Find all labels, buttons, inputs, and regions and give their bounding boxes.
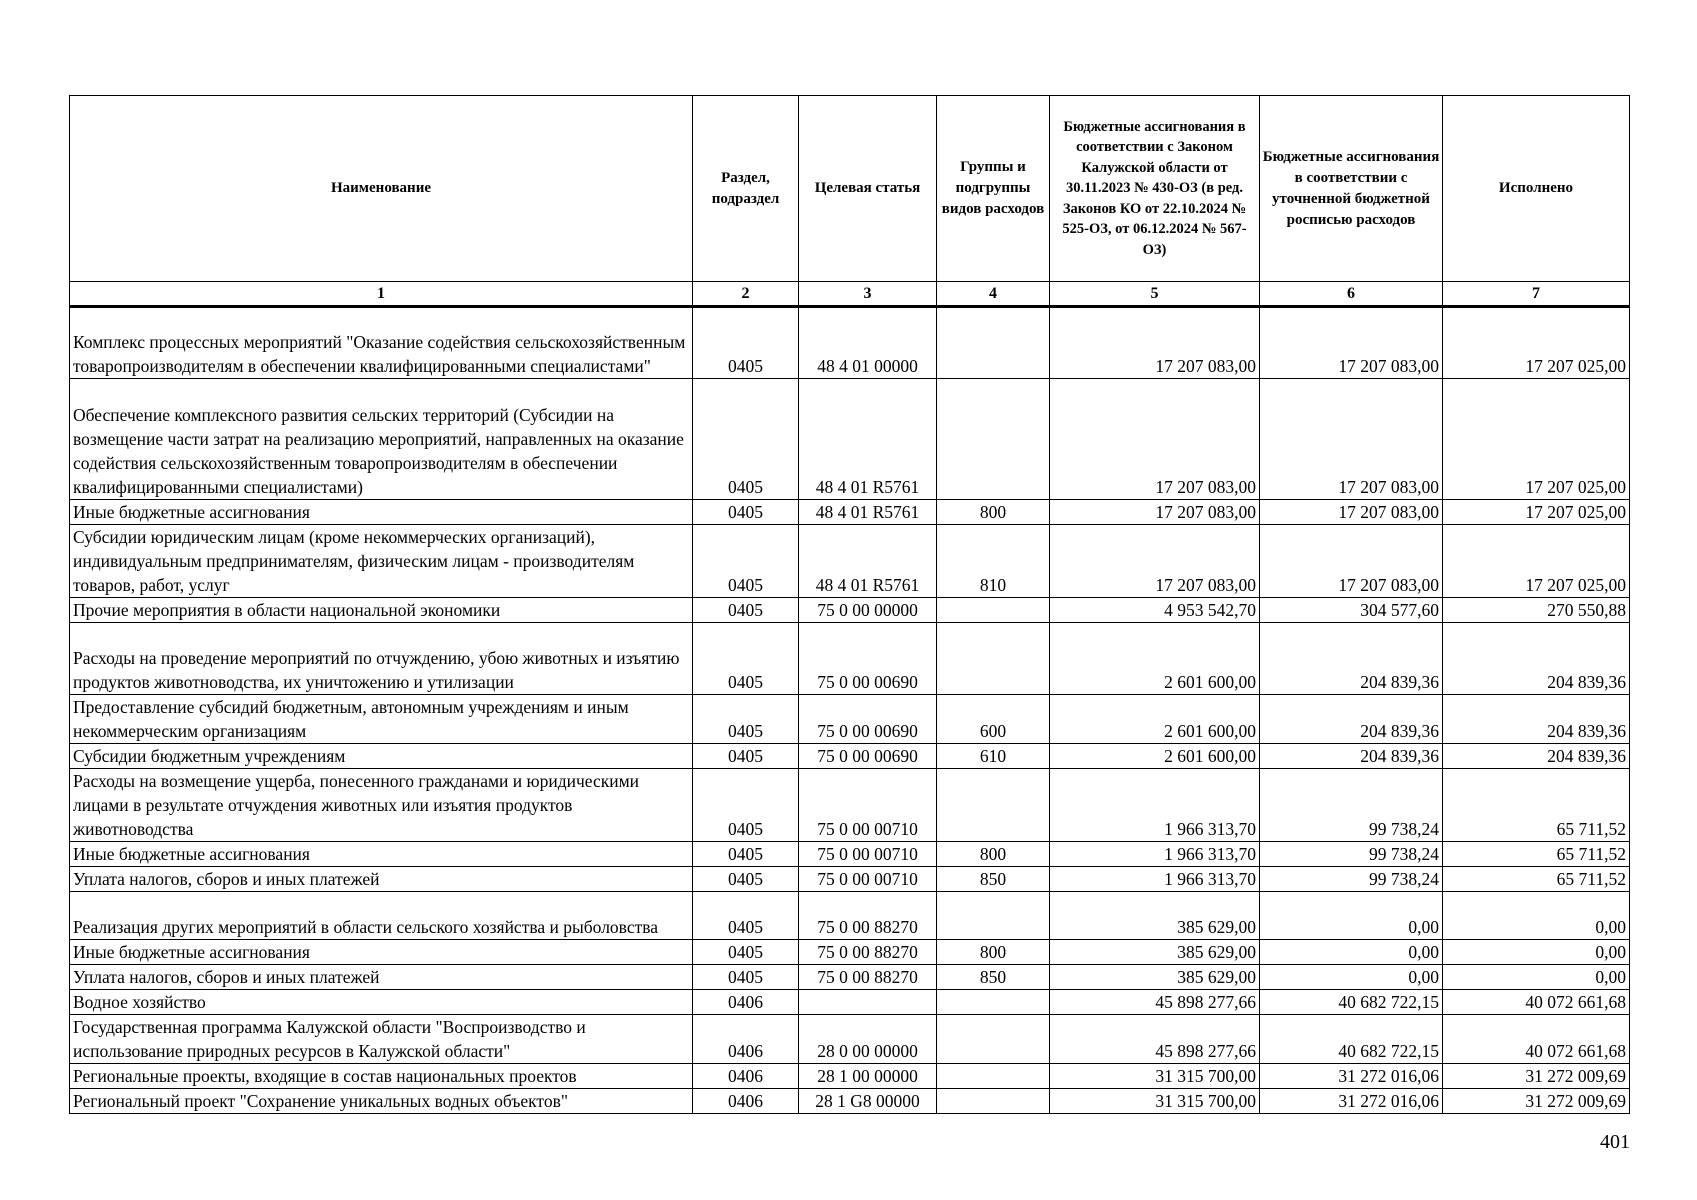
row-budget-refined: 0,00 — [1260, 940, 1443, 965]
row-name: Водное хозяйство — [70, 990, 693, 1015]
row-target-article: 75 0 00 00690 — [799, 744, 937, 769]
row-name: Иные бюджетные ассигнования — [70, 500, 693, 525]
row-budget-law: 17 207 083,00 — [1050, 525, 1260, 598]
row-section: 0405 — [693, 965, 799, 990]
row-name: Комплекс процессных мероприятий "Оказание содействия сельскохозяйственным товаропроизводителям в обеспечении квалифицированными специалистами" — [70, 307, 693, 379]
row-budget-law: 2 601 600,00 — [1050, 695, 1260, 744]
row-target-article: 28 1 00 00000 — [799, 1064, 937, 1089]
row-expense-group: 800 — [937, 500, 1050, 525]
row-executed: 31 272 009,69 — [1443, 1089, 1630, 1114]
row-expense-group — [937, 1064, 1050, 1089]
row-target-article: 75 0 00 88270 — [799, 965, 937, 990]
table-header — [70, 96, 1630, 307]
table-row — [70, 500, 1630, 525]
row-executed: 204 839,36 — [1443, 744, 1630, 769]
row-budget-law: 31 315 700,00 — [1050, 1064, 1260, 1089]
row-expense-group: 800 — [937, 940, 1050, 965]
table-row — [70, 940, 1630, 965]
row-budget-law: 2 601 600,00 — [1050, 623, 1260, 695]
row-executed: 0,00 — [1443, 892, 1630, 940]
table-row — [70, 965, 1630, 990]
table-row — [70, 307, 1630, 379]
row-name: Уплата налогов, сборов и иных платежей — [70, 867, 693, 892]
header-target-article: Целевая статья — [799, 96, 937, 282]
row-budget-law: 4 953 542,70 — [1050, 598, 1260, 623]
column-number: 6 — [1260, 282, 1443, 307]
row-budget-refined: 204 839,36 — [1260, 623, 1443, 695]
row-executed: 40 072 661,68 — [1443, 1015, 1630, 1064]
row-name: Предоставление субсидий бюджетным, автономным учреждениям и иным некоммерческим организациям — [70, 695, 693, 744]
header-section: Раздел, подраздел — [693, 96, 799, 282]
row-section: 0405 — [693, 769, 799, 842]
row-target-article: 75 0 00 00710 — [799, 867, 937, 892]
row-section: 0405 — [693, 744, 799, 769]
row-name: Иные бюджетные ассигнования — [70, 940, 693, 965]
row-budget-refined: 17 207 083,00 — [1260, 500, 1443, 525]
row-target-article: 75 0 00 00710 — [799, 769, 937, 842]
row-target-article: 48 4 01 R5761 — [799, 525, 937, 598]
table-row — [70, 990, 1630, 1015]
table-row — [70, 1015, 1630, 1064]
row-budget-law: 17 207 083,00 — [1050, 307, 1260, 379]
row-expense-group: 850 — [937, 867, 1050, 892]
row-name: Иные бюджетные ассигнования — [70, 842, 693, 867]
row-expense-group — [937, 769, 1050, 842]
row-budget-refined: 40 682 722,15 — [1260, 1015, 1443, 1064]
row-executed: 0,00 — [1443, 965, 1630, 990]
row-name: Государственная программа Калужской области "Воспроизводство и использование природных ресурсов в Калужской области" — [70, 1015, 693, 1064]
row-name: Реализация других мероприятий в области сельского хозяйства и рыболовства — [70, 892, 693, 940]
row-expense-group — [937, 1015, 1050, 1064]
row-budget-law: 1 966 313,70 — [1050, 842, 1260, 867]
row-target-article: 48 4 01 R5761 — [799, 500, 937, 525]
row-budget-refined: 99 738,24 — [1260, 842, 1443, 867]
row-executed: 65 711,52 — [1443, 769, 1630, 842]
header-name: Наименование — [70, 96, 693, 282]
row-expense-group — [937, 623, 1050, 695]
row-target-article: 28 0 00 00000 — [799, 1015, 937, 1064]
row-section: 0406 — [693, 1064, 799, 1089]
row-name: Региональные проекты, входящие в состав национальных проектов — [70, 1064, 693, 1089]
row-executed: 40 072 661,68 — [1443, 990, 1630, 1015]
row-budget-refined: 0,00 — [1260, 892, 1443, 940]
row-expense-group — [937, 1089, 1050, 1114]
row-budget-refined: 17 207 083,00 — [1260, 379, 1443, 500]
row-target-article: 75 0 00 00690 — [799, 623, 937, 695]
row-expense-group — [937, 379, 1050, 500]
row-executed: 65 711,52 — [1443, 842, 1630, 867]
row-expense-group: 600 — [937, 695, 1050, 744]
row-budget-refined: 17 207 083,00 — [1260, 307, 1443, 379]
row-target-article: 75 0 00 88270 — [799, 892, 937, 940]
table-row — [70, 379, 1630, 500]
header-executed: Исполнено — [1443, 96, 1630, 282]
table-body — [70, 307, 1630, 1114]
column-number: 2 — [693, 282, 799, 307]
row-name: Расходы на проведение мероприятий по отчуждению, убою животных и изъятию продуктов животноводства, их уничтожению и утилизации — [70, 623, 693, 695]
row-section: 0406 — [693, 1089, 799, 1114]
row-budget-refined: 31 272 016,06 — [1260, 1064, 1443, 1089]
column-number: 4 — [937, 282, 1050, 307]
row-budget-law: 31 315 700,00 — [1050, 1089, 1260, 1114]
table-row — [70, 1064, 1630, 1089]
row-expense-group: 800 — [937, 842, 1050, 867]
row-section: 0405 — [693, 842, 799, 867]
row-executed: 0,00 — [1443, 940, 1630, 965]
row-budget-law: 17 207 083,00 — [1050, 500, 1260, 525]
header-budget-law: Бюджетные ассигнования в соответствии с Законом Калужской области от 30.11.2023 № 430-ОЗ (в ред. Законов КО от 22.10.2024 № 525-ОЗ, от 06.12.2024 № 567-ОЗ) — [1050, 96, 1260, 282]
row-budget-refined: 31 272 016,06 — [1260, 1089, 1443, 1114]
row-expense-group — [937, 307, 1050, 379]
row-name: Прочие мероприятия в области национальной экономики — [70, 598, 693, 623]
row-budget-law: 45 898 277,66 — [1050, 1015, 1260, 1064]
row-name: Уплата налогов, сборов и иных платежей — [70, 965, 693, 990]
row-section: 0405 — [693, 598, 799, 623]
row-budget-law: 17 207 083,00 — [1050, 379, 1260, 500]
row-executed: 17 207 025,00 — [1443, 307, 1630, 379]
row-budget-refined: 204 839,36 — [1260, 695, 1443, 744]
row-section: 0405 — [693, 307, 799, 379]
row-budget-refined: 99 738,24 — [1260, 867, 1443, 892]
row-executed: 31 272 009,69 — [1443, 1064, 1630, 1089]
table-row — [70, 1089, 1630, 1114]
row-section: 0405 — [693, 892, 799, 940]
row-target-article — [799, 990, 937, 1015]
table-row — [70, 598, 1630, 623]
row-executed: 204 839,36 — [1443, 623, 1630, 695]
row-name: Субсидии юридическим лицам (кроме некоммерческих организаций), индивидуальным предпринимателям, физическим лицам - производителям товаров, работ, услуг — [70, 525, 693, 598]
row-budget-refined: 0,00 — [1260, 965, 1443, 990]
column-number: 7 — [1443, 282, 1630, 307]
row-name: Региональный проект "Сохранение уникальных водных объектов" — [70, 1089, 693, 1114]
row-budget-refined: 40 682 722,15 — [1260, 990, 1443, 1015]
row-budget-refined: 204 839,36 — [1260, 744, 1443, 769]
row-target-article: 28 1 G8 00000 — [799, 1089, 937, 1114]
budget-table — [69, 95, 1630, 1114]
row-target-article: 48 4 01 R5761 — [799, 379, 937, 500]
row-section: 0405 — [693, 867, 799, 892]
row-executed: 270 550,88 — [1443, 598, 1630, 623]
table-row — [70, 623, 1630, 695]
row-section: 0405 — [693, 525, 799, 598]
table-row — [70, 744, 1630, 769]
row-expense-group: 810 — [937, 525, 1050, 598]
row-section: 0405 — [693, 695, 799, 744]
column-number: 5 — [1050, 282, 1260, 307]
header-expense-group: Группы и подгруппы видов расходов — [937, 96, 1050, 282]
page-number: 401 — [1600, 1131, 1630, 1153]
row-section: 0405 — [693, 623, 799, 695]
table-row — [70, 695, 1630, 744]
row-budget-law: 385 629,00 — [1050, 965, 1260, 990]
row-section: 0405 — [693, 940, 799, 965]
row-executed: 17 207 025,00 — [1443, 525, 1630, 598]
row-target-article: 75 0 00 88270 — [799, 940, 937, 965]
row-name: Субсидии бюджетным учреждениям — [70, 744, 693, 769]
table-row — [70, 867, 1630, 892]
row-budget-refined: 99 738,24 — [1260, 769, 1443, 842]
table-row — [70, 842, 1630, 867]
row-section: 0406 — [693, 990, 799, 1015]
row-budget-law: 45 898 277,66 — [1050, 990, 1260, 1015]
column-number: 1 — [70, 282, 693, 307]
row-expense-group — [937, 892, 1050, 940]
row-target-article: 75 0 00 00000 — [799, 598, 937, 623]
row-expense-group: 850 — [937, 965, 1050, 990]
header-budget-refined: Бюджетные ассигнования в соответствии с уточненной бюджетной росписью расходов — [1260, 96, 1443, 282]
row-section: 0406 — [693, 1015, 799, 1064]
row-name: Обеспечение комплексного развития сельских территорий (Субсидии на возмещение части затрат на реализацию мероприятий, направленных на оказание содействия сельскохозяйственным товаропроизводителям в обеспечении квалифицированными специалистами) — [70, 379, 693, 500]
row-budget-refined: 17 207 083,00 — [1260, 525, 1443, 598]
row-executed: 17 207 025,00 — [1443, 379, 1630, 500]
row-budget-refined: 304 577,60 — [1260, 598, 1443, 623]
row-expense-group — [937, 598, 1050, 623]
row-section: 0405 — [693, 500, 799, 525]
row-expense-group: 610 — [937, 744, 1050, 769]
table-row — [70, 525, 1630, 598]
row-section: 0405 — [693, 379, 799, 500]
row-budget-law: 385 629,00 — [1050, 940, 1260, 965]
column-number: 3 — [799, 282, 937, 307]
row-target-article: 75 0 00 00690 — [799, 695, 937, 744]
row-target-article: 75 0 00 00710 — [799, 842, 937, 867]
row-executed: 65 711,52 — [1443, 867, 1630, 892]
row-target-article: 48 4 01 00000 — [799, 307, 937, 379]
table-row — [70, 769, 1630, 842]
row-executed: 17 207 025,00 — [1443, 500, 1630, 525]
row-expense-group — [937, 990, 1050, 1015]
row-budget-law: 2 601 600,00 — [1050, 744, 1260, 769]
row-executed: 204 839,36 — [1443, 695, 1630, 744]
row-budget-law: 1 966 313,70 — [1050, 867, 1260, 892]
row-budget-law: 385 629,00 — [1050, 892, 1260, 940]
row-name: Расходы на возмещение ущерба, понесенного гражданами и юридическими лицами в результате отчуждения животных или изъятия продуктов животноводства — [70, 769, 693, 842]
table-row — [70, 892, 1630, 940]
row-budget-law: 1 966 313,70 — [1050, 769, 1260, 842]
